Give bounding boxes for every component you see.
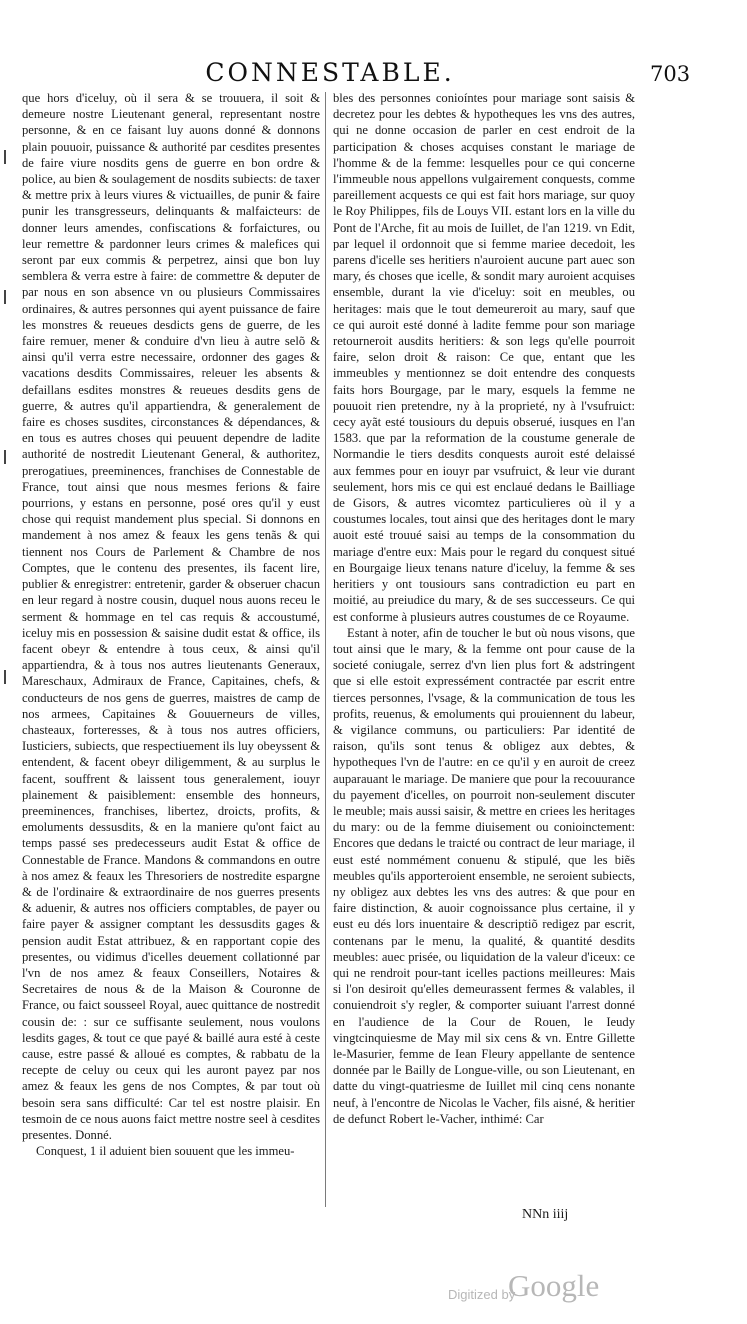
google-logo: Google bbox=[508, 1268, 600, 1303]
margin-mark bbox=[4, 150, 6, 164]
right-paragraph-2: Estant à noter, afin de toucher le but où nous visons, que tout ainsi que le mary, & la femme ont pour cause de la societé coniugale, serrez d'vn lien plus fort & adstringent que si elle estoit expressément contractée par escrit entre tierces personnes, l'vsage, & la communication de tous les profits, reuenus, & emoluments qui prouiennent du labeur, & vigilance communs, ou particuliers: Par identité de raison, qu'ils sont tenus & obligez aux debtes, & hypotheques l'vn de l'autre: en ce qu'il y en auroit de creez auparauant le mariage. De maniere que pour la recouurance du payement d'icelles, on pourroit non-seulement discuter le meuble; mais aussi saisir, & mettre en criees les heritages du mary: ou de la femme diuisement ou conioinctement: Encores que dedans le traicté ou contract de leur mariage, il eust esté nommément conuenu & stipulé, que les biẽs meubles qu'ils apporteroient ensemble, ne seroient subiects, ny obligez aux debtes les vns des autres: & que pour en faire distinction, & auoir cognoissance plus certaine, il y eust eu dés lors inuentaire & descriptiõ redigez par escrit, contenans par le menu, la qualité, & quantité desdits meubles: auec prisée, ou liquidation de la valeur d'iceux: ce qui ne rendroit pour-tant icelles pactions meilleures: Mais si l'on desiroit qu'elles demeurassent fermes & valables, il conuiendroit s'y regler, & comporter suiuant l'arrest donné en l'audience de la Cour de Rouen, le Ieudy vingtcinquiesme de May mil six cens & vn. Entre Gillette le-Masurier, femme de Iean Fleury appellante de sentence donnée par le Bailly de Longue-ville, ou son Lieutenant, en datte du vingt-quatriesme de Iuillet mil cinq cens nonante neuf, à l'encontre de Nicolas le Vacher, fils aisné, & heritier de defunct Robert le-Vacher, inthimé: Car bbox=[333, 625, 635, 1126]
digitized-watermark bbox=[448, 1268, 618, 1312]
right-column bbox=[333, 90, 635, 1127]
watermark-prefix: Digitized by bbox=[448, 1287, 516, 1302]
margin-mark bbox=[4, 290, 6, 304]
page-header bbox=[0, 0, 747, 90]
left-paragraph-1: que hors d'iceluy, où il sera & se trouuera, il soit & demeure nostre Lieutenant general, representant nostre personne, & en ce faisant luy auons donné & donnons plain pouuoir, puissance & authorité par cesdites presentes de faire viure nosdits gens de guerre en bon ordre & police, au bien & soulagement de nosdits subiects: de taxer & mettre prix à leurs viures & victuailles, de punir & faire punir les transgresseurs, delinquants & malfaicteurs: de donner leurs amendes, confiscations & forfaictures, ou leur remettre & pardonner leurs crimes & malefices qui seront par eux commis & perpetrez, ainsi que bon luy semblera & verra estre à faire: de commettre & deputer de par nous en son absence vn ou plusieurs Commissaires ordinaires, & autres personnes qui ayent puissance de faire les monstres & reueues desdicts gens de guerre, de les faire remuer, mener & conduire d'vn lieu à autre selõ & ainsi qu'il verra estre necessaire, ordonner des gages & vacations desdits Commissaires, releuer les absents & defaillans esdites monstres & reueues desdits gens de guerre, & autres qu'il appartiendra, & generalement de faire es choses susdites, circonstances & dépendances, & en tous es autres choses qui peuuent dependre de ladite authorité de nostredit Lieutenant General, & authoritez, prerogatiues, preeminences, franchises de Connestable de France, tout ainsi que nous mesmes ferions & faire pourrions, y estans en personne, posé ores qu'il y eust chose qui requist mandement plus special. Si donnons en mandement à nos amez & feaux les gens tenãs & qui tiennent nos Cours de Parlement & Chambre de nos Comptes, que le contenu des presentes, ils facent lire, publier & enregistrer: entretenir, garder & obseruer chacun en leur regard à nostre cousin, duquel nous auons receu le serment & hommage en tel cas requis & accoustumé, iceluy mis en possession & saisine dudit estat & office, ils facent obeyr & entendre à tous ceux, & ainsi qu'il appartiendra, & à tous nos autres lieutenants Generaux, Mareschaux, Admiraux de France, Capitaines, chefs, & conducteurs de nos gens de guerres, maistres de camp de nos armees, Capitaines & Gouuerneurs de villes, chasteaux, forteresses, & à tous nos autres officiers, Iusticiers, subiects, que respectiuement ils luy obeyssent & entendent, & facent obeyr diligemment, & au surplus le facent, souffrent & laissent tous generalement, iouyr plainement & paisiblement: ensemble des honneurs, preeminences, franchises, libertez, droicts, profits, & emoluments dessusdits, & en la maniere qu'ont faict au temps passé ses predecesseurs audit Estat & office de Connestable de France. Mandons & commandons en outre à nos amez & feaux les Thresoriers de nostredite espargne & de l'ordinaire & extraordinaire de nos guerres presents & aduenir, & autres nos officiers comptables, de payer ou faire payer & assigner comptant les dessusdits gages & pension audit Estat attribuez, & en rapportant copie des presentes, ou vidimus d'icelles deuement collationné par l'vn de nos amez & feaux Conseillers, Notaires & Secretaires de nous & de la Maison & Couronne de France, ou faict sousseel Royal, auec quittance de nostredit cousin de: : sur ce suffisante seulement, nous voulons lesdits gages, & tout ce que payé & baillé aura esté à ceste cause, estre passé & alloué es comptes, & rabbatu de la recepte de celuy ou ceux qui les auront payez par nos amez & feaux les gens de nos Comptes, & par tout où besoin sera sans difficulté: Car tel est nostre plaisir. En tesmoin de ce nous auons faict mettre nostre seel à cesdites presentes. Donné. bbox=[22, 91, 320, 1142]
margin-marks bbox=[2, 150, 20, 710]
right-paragraph-1: bles des personnes conioíntes pour mariage sont saisis & decretez pour les debtes & hypotheques les vns des autres, qui ne donne occasion de parler en cest endroit de la participation & choses acquises constant le mariage de l'homme & de la femme: lesquelles pour ce qui concerne l'immeuble nous appellons vulgairement conquests, comme pareillement acquests ce qui est fait hors mariage, sur quoy le Roy Philippes, fils de Louys VII. estant lors en la ville du Pont de l'Arche, fit au mois de Iuillet, de l'an 1219. vn Edit, par lequel il ordonnoit que si femme mariee decedoit, les parens d'icelle ses heritiers n'auroient aucune part auec son mary, és choses que icelle, & sondit mary auroient acquises ensemble, durant la vie d'iceluy: soit en meubles, ou heritages: mais que le tout demeureroit au mary, sauf que ce qui auroit esté donné à ladite femme pour son mariage retourneroit ausdits heritiers: & son legs qu'elle pourroit faire, selon droit & raison: Ce que, entant que les immeubles y mentionnez se doit entendre des conquests faits hors Bourgage, par le mary, esquels la femme ne pouuoit rien pretendre, ny à la proprieté, ny à l'vsufruict: cecy ayãt esté tousiours du depuis obserué, iusques en l'an 1583. que par la reformation de la coustume generale de Normandie le tiers desdits conquests auroit esté delaissé aux femmes pour en iouyr par vsufruict, & leur vie durant seulement, hors mis ce qui est enclaué dedans le Bailliage de Gisors, & autres vicomtez particulieres où il y a coustumes locales, tout ainsi que des heritages dont le mary auoit esté trouué saisi au temps de la consommation du mariage d'entre eux: Mais pour le regard du conquest situé en Bourgaige lieux tenans nature d'iceluy, la femme & ses heritiers y ont tousiours sans contradiction eu part en moitié, au preiudice du mary, & de ses successeurs. Ce qui est conforme à plusieurs autres coustumes de ce Royaume. bbox=[333, 91, 635, 624]
signature-mark: NNn iiij bbox=[522, 1207, 569, 1222]
left-column bbox=[22, 90, 320, 1159]
page-number: 703 bbox=[650, 62, 691, 86]
column-divider bbox=[325, 92, 326, 1207]
margin-mark bbox=[4, 450, 6, 464]
running-title: CONNESTABLE. bbox=[205, 58, 455, 87]
left-paragraph-2: Conquest, 1 il aduient bien souuent que les immeu- bbox=[36, 1144, 295, 1159]
margin-mark bbox=[4, 670, 6, 684]
